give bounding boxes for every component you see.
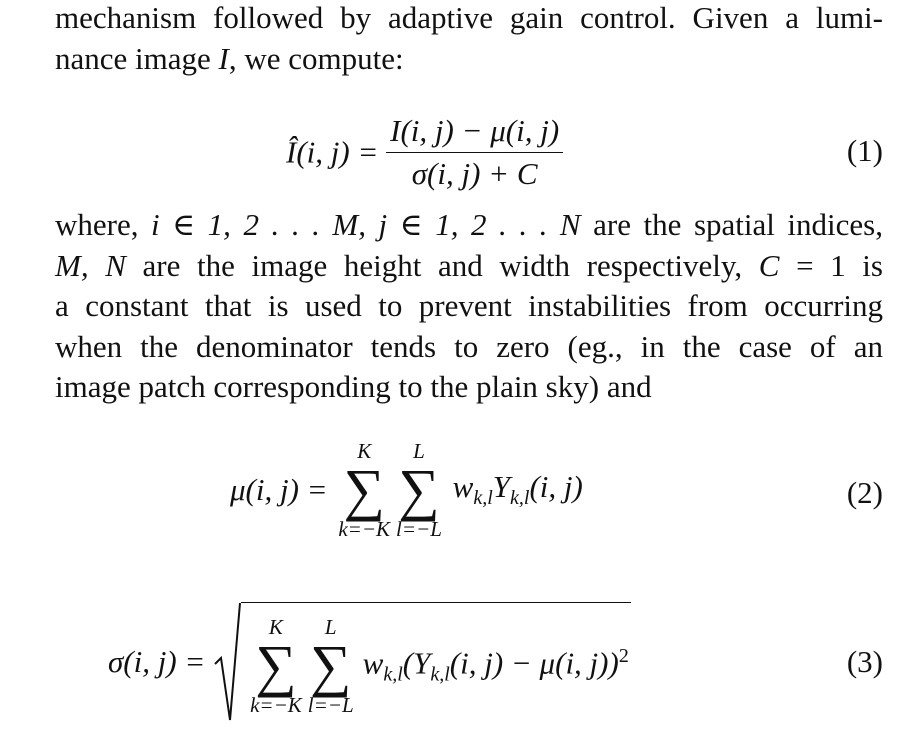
square-root: [213, 602, 631, 722]
sigma-symbol: ∑: [310, 632, 352, 698]
summation-l: [308, 616, 354, 716]
y-symbol: (Y: [402, 645, 431, 681]
sum-lower-limit: l=−L: [307, 692, 354, 717]
equation-number: (1): [846, 133, 883, 168]
summand-tail: (i, j): [529, 469, 583, 505]
summation-l: [396, 440, 442, 540]
sum-lower-limit: l=−L: [396, 517, 442, 541]
text-line: [55, 246, 883, 287]
fraction: [386, 112, 563, 193]
equation-lhs: Î(i, j) =: [286, 134, 379, 170]
equation-3: [0, 602, 905, 727]
summand: [452, 469, 583, 510]
equation-1-body: [286, 112, 563, 193]
text-fragment: are the image height and width respectively,: [125, 247, 759, 283]
summand-tail: (i, j) − μ(i, j)): [449, 645, 619, 681]
exponent: 2: [618, 644, 629, 667]
equation-lhs: μ(i, j) =: [230, 472, 328, 507]
weight-symbol: w: [452, 469, 474, 505]
equation-number: (2): [846, 475, 883, 510]
paragraph-intro: [55, 0, 883, 79]
radical-sign: [213, 602, 241, 722]
sigma-symbol: ∑: [343, 457, 385, 522]
sum-upper-limit: K: [357, 439, 372, 463]
equation-number: (3): [846, 644, 883, 679]
text-fragment: , we compute:: [228, 40, 404, 76]
paragraph-definitions: [55, 205, 883, 408]
math-symbol: I: [218, 40, 229, 76]
summand: [363, 645, 629, 687]
equation-1: [0, 108, 905, 198]
text-line: image patch corresponding to the plain sky) and: [55, 369, 652, 405]
fraction-denominator: σ(i, j) + C: [411, 156, 538, 191]
summation-k: [338, 440, 390, 540]
text-line: when the denominator tends to zero (eg., in the case of an: [55, 328, 883, 364]
equation-2: [0, 440, 905, 550]
math-inline: i ∈ 1, 2 . . . M, j ∈ 1, 2 . . . N: [151, 207, 581, 242]
math-symbol: C: [758, 247, 780, 283]
subscript: k,l: [510, 487, 530, 510]
sum-lower-limit: k=−K: [338, 517, 391, 541]
y-symbol: Y: [492, 469, 511, 505]
radicand: [241, 602, 631, 722]
sigma-symbol: ∑: [255, 632, 297, 698]
weight-symbol: w: [362, 645, 384, 681]
text-line: [55, 205, 883, 246]
text-line: a constant that is used to prevent instabilities from occurring: [55, 288, 883, 324]
text-fragment: nance image: [55, 40, 219, 76]
subscript: k,l: [383, 663, 403, 686]
subscript: k,l: [473, 487, 493, 510]
equation-3-body: [108, 602, 631, 722]
sum-upper-limit: K: [268, 614, 283, 639]
fraction-numerator: I(i, j) − μ(i, j): [386, 112, 563, 153]
sum-lower-limit: k=−K: [250, 692, 302, 717]
sigma-symbol: ∑: [398, 457, 440, 522]
text-line: mechanism followed by adaptive gain control. Given a lumi-: [55, 0, 883, 35]
sum-upper-limit: L: [413, 439, 425, 463]
equation-lhs: σ(i, j) =: [108, 644, 206, 679]
text-fragment: where,: [55, 207, 152, 242]
equation-2-body: [230, 440, 583, 540]
text-fragment: are the spatial indices,: [580, 207, 883, 242]
math-inline: M, N: [55, 247, 126, 283]
text-line: [55, 39, 883, 80]
sum-upper-limit: L: [324, 614, 337, 639]
text-fragment: = 1 is: [779, 247, 883, 283]
summation-k: [250, 616, 302, 716]
subscript: k,l: [430, 663, 450, 686]
